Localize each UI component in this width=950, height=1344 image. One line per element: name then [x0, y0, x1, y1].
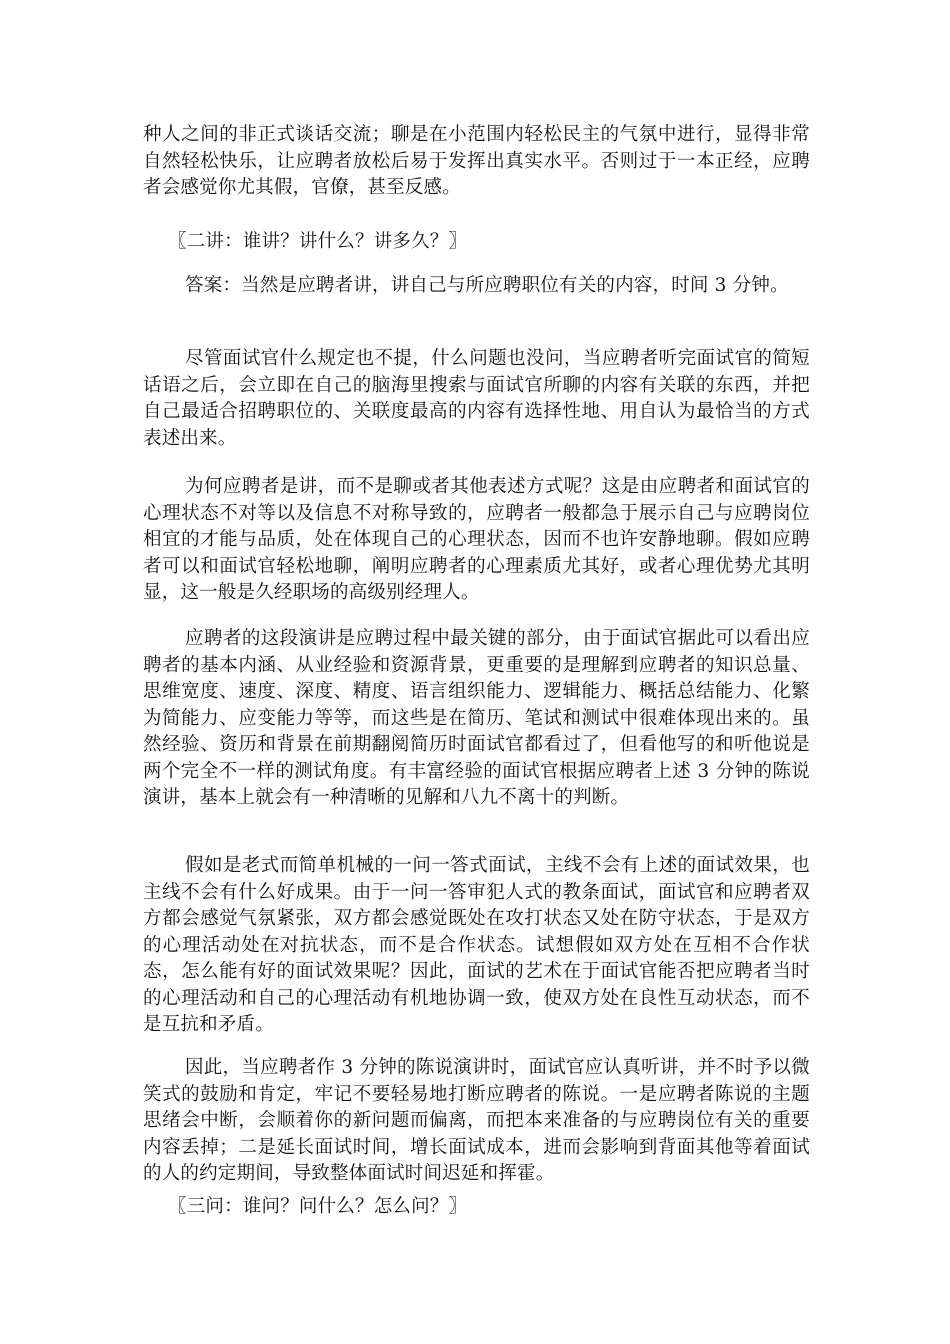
paragraph-listen-carefully: 因此，当应聘者作 3 分钟的陈说演讲时，面试官应认真听讲，并不时予以微笑式的鼓励和肯定，牢记不要轻易地打断应聘者的陈说。一是应聘者陈说的主题思绪会中断，会顺着你的新问题而偏离，而把本来准备的与应聘岗位有关的重要内容丢掉；二是延长面试时间，增长面试成本，进而会影响到背面其他等着面试的人的约定期间，导致整体面试时间迟延和挥霍。: [143, 1057, 810, 1184]
section-heading-ask: 〖三问：谁问？问什么？怎么问？〗: [168, 1196, 468, 1217]
paragraph-chat-explanation: 种人之间的非正式谈话交流；聊是在小范围内轻松民主的气氛中进行，显得非常自然轻松快乐，让应聘者放松后易于发挥出真实水平。否则过于一本正经，应聘者会感觉你尤其假，官僚，甚至反感。: [143, 124, 810, 198]
paragraph-old-interview-style: 假如是老式而简单机械的一问一答式面试，主线不会有上述的面试效果，也主线不会有什么好成果。由于一问一答审犯人式的教条面试，面试官和应聘者双方都会感觉气氛紧张，双方都会感觉既处在攻打状态又处在防守状态，于是双方的心理活动处在对抗状态，而不是合作状态。试想假如双方处在互相不合作状态，怎么能有好的面试效果呢？因此，面试的艺术在于面试官能否把应聘者当时的心理活动和自己的心理活动有机地协调一致，使双方处在良性互动状态，而不是互抗和矛盾。: [143, 855, 810, 1035]
section-heading-speak: 〖二讲：谁讲？讲什么？讲多久？〗: [168, 231, 468, 252]
paragraph-speech-importance: 应聘者的这段演讲是应聘过程中最关键的部分，由于面试官据此可以看出应聘者的基本内涵、从业经验和资源背景，更重要的是理解到应聘者的知识总量、思维宽度、速度、深度、精度、语言组织能力、逻辑能力、概括总结能力、化繁为简能力、应变能力等等，而这些是在简历、笔试和测试中很难体现出来的。虽然经验、资历和背景在前期翻阅简历时面试官都看过了，但看他写的和听他说是两个完全不一样的测试角度。有丰富经验的面试官根据应聘者上述 3 分钟的陈说演讲，基本上就会有一种清晰的见解和八九不离十的判断。: [143, 628, 810, 808]
paragraph-answer: 答案：当然是应聘者讲，讲自己与所应聘职位有关的内容，时间 3 分钟。: [185, 275, 789, 296]
paragraph-why-speak: 为何应聘者是讲，而不是聊或者其他表述方式呢？这是由应聘者和面试官的心理状态不对等以及信息不对称导致的，应聘者一般都急于展示自己与应聘岗位相宜的才能与品质，处在体现自己的心理状态，因而不也许安静地聊。假如应聘者可以和面试官轻松地聊，阐明应聘者的心理素质尤其好，或者心理优势尤其明显，这一般是久经职场的高级别经理人。: [143, 476, 810, 603]
paragraph-candidate-response: 尽管面试官什么规定也不提，什么问题也没问，当应聘者听完面试官的简短话语之后，会立即在自己的脑海里搜索与面试官所聊的内容有关联的东西，并把自己最适合招聘职位的、关联度最高的内容有选择性地、用自认为最恰当的方式表述出来。: [143, 348, 810, 449]
